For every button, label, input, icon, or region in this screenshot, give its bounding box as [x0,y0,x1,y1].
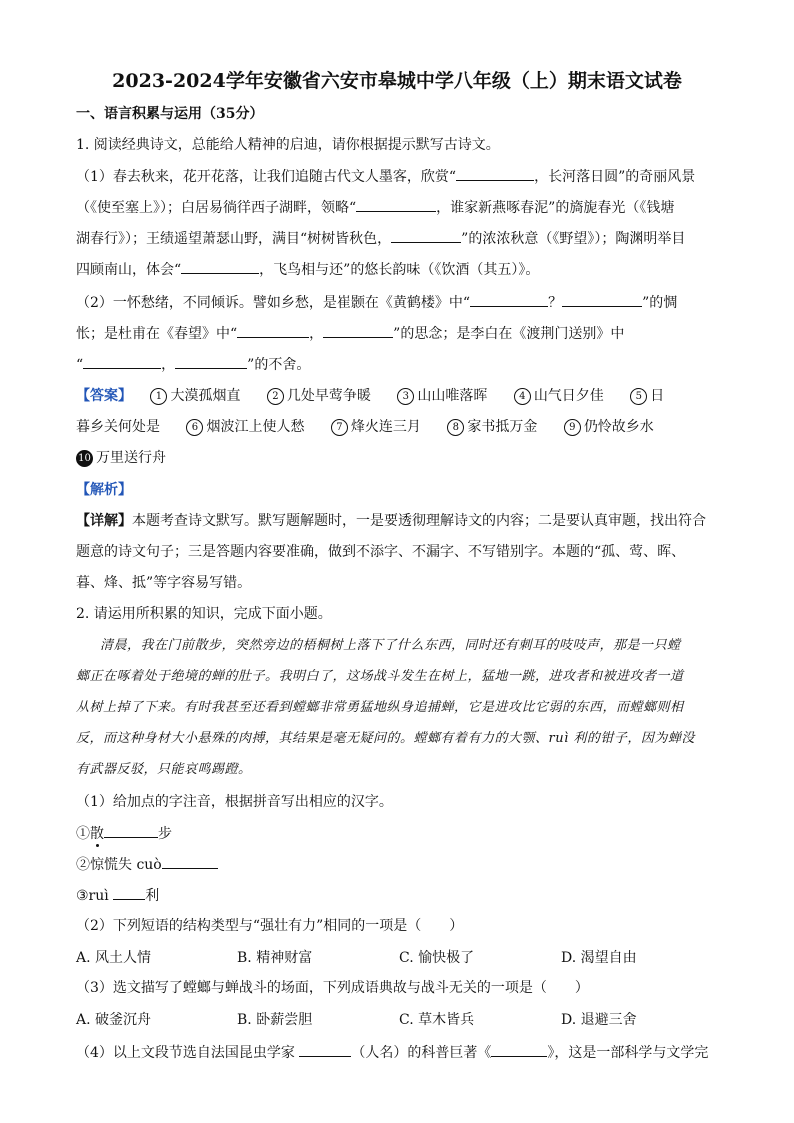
answer-text: 万里送行舟 [96,450,166,466]
q2-sub3-stem: （3）选文描写了螳螂与蝉战斗的场面，下列成语典故与战斗无关的一项是（ ） [76,980,589,996]
section-heading: 一、语言积累与运用（35分） [76,106,264,122]
answer-number: 1 [150,388,167,405]
answer-blank[interactable] [299,1042,351,1057]
q2-sub1-item-c: ③ruì 利 [76,885,724,906]
passage-line: 有武器反驳，只能哀鸣踢蹬。 [76,762,252,777]
answer-blank[interactable] [104,823,158,838]
answer-text: 大漠孤烟直 [170,388,241,404]
q2-sub1-item-a: ①散 步 [76,823,724,844]
option-a[interactable]: A. 风土人情 [76,950,152,966]
answer-blank[interactable] [83,354,161,369]
q2-sub1-item-b: ②惊慌失 cuò [76,854,724,875]
answer-blank[interactable] [175,354,247,369]
analysis-label: 【解析】 [76,482,132,498]
answer-number: 9 [564,419,581,436]
analysis-label-row [76,480,724,500]
option-c[interactable]: C. 草木皆兵 [399,1012,475,1028]
q2-intro: 2. 请运用所积累的知识，完成下面小题。 [76,606,332,622]
answer-number: 3 [397,388,414,405]
q1-part2-line2: 怅；是杜甫在《春望》中“ ， ”的思念；是李白在《渡荆门送别》中 [76,323,724,344]
q1-part1-line3: 湖春行》）；王绩遥望萧瑟山野，满目“树树皆秋色， ”的浓浓秋意（《野望》）；陶渊明举目 [76,228,724,249]
option-d[interactable]: D. 渴望自由 [561,950,637,966]
q1-part2-line3: “ ， ”的不舍。 [76,354,724,375]
answer-blank[interactable] [181,259,259,274]
answer-number: 8 [447,419,464,436]
option-a[interactable]: A. 破釜沉舟 [76,1012,152,1028]
answer-number: 7 [331,419,348,436]
answer-number: 2 [267,388,284,405]
answer-text: 日 [650,388,665,404]
answer-text: 烽火连三月 [350,419,421,435]
passage-line: 清晨，我在门前散步，突然旁边的梧桐树上落下了什么东西，同时还有刺耳的吱吱声，那是一只螳 [100,638,681,653]
answer-text: 山山唯落晖 [417,388,488,404]
answer-number: 10 [76,450,93,467]
option-b[interactable]: B. 精神财富 [237,950,313,966]
dotted-char: 散 [90,826,104,842]
answer-number: 5 [630,388,647,405]
answer-blank[interactable] [113,885,145,900]
option-b[interactable]: B. 卧薪尝胆 [237,1012,313,1028]
answer-blank[interactable] [237,323,309,338]
q2-sub4-stem: （4）以上文段节选自法国昆虫学家 （人名）的科普巨著《 》，这是一部科学与文学完 [76,1042,724,1063]
answer-text: 几处早莺争暖 [286,388,371,404]
answer-text: 山气日夕佳 [533,388,604,404]
answer-blank[interactable] [491,1042,547,1057]
answer-number: 4 [514,388,531,405]
passage-line: 螂正在啄着处于绝境的蝉的肚子。我明白了，这场战斗发生在树上，猛地一跳，进攻者和被进攻者一道 [76,669,684,684]
answer-label: 【答案】 [76,388,132,404]
answer-row-2 [76,417,724,437]
option-c[interactable]: C. 愉快极了 [399,950,475,966]
answer-row-1 [76,386,724,406]
answer-blank[interactable] [391,228,461,243]
passage-line: 反，而这种身材大小悬殊的肉搏，其结果是毫无疑问的。螳螂有着有力的大颚、ruì 利的钳子，因为蝉没 [76,731,695,746]
answer-blank[interactable] [470,292,548,307]
answer-text: 暮乡关何处是 [76,419,160,435]
q1-part1-line2: （《使至塞上》）；白居易徜徉西子湖畔，领略“ ，谁家新燕啄春泥”的旖旎春光（《钱塘 [76,197,724,218]
answer-blank[interactable] [162,854,218,869]
detail-label: 【详解】 [76,513,132,529]
detail-line-2: 题意的诗文句子；三是答题内容要准确，做到不添字、不漏字、不写错别字。本题的“孤、莺、晖、 [76,544,686,560]
answer-blank[interactable] [356,197,436,212]
q2-sub1-stem: （1）给加点的字注音，根据拼音写出相应的汉字。 [76,794,393,810]
answer-blank[interactable] [323,323,393,338]
q1-part1-line1: （1）春去秋来，花开花落，让我们追随古代文人墨客，欣赏“ ，长河落日圆”的奇丽风景 [76,166,724,187]
answer-text: 烟波江上使人愁 [206,419,305,435]
page-title: 2023-2024学年安徽省六安市皋城中学八年级（上）期末语文试卷 [112,70,682,92]
q2-sub2-stem: （2）下列短语的结构类型与“强壮有力”相同的一项是（ ） [76,918,464,934]
q1-part1-line4: 四顾南山，体会“ ，飞鸟相与还”的悠长韵味（《饮酒（其五）》。 [76,259,724,280]
q1-intro: 1. 阅读经典诗文，总能给人精神的启迪，请你根据提示默写古诗文。 [76,137,500,153]
answer-blank[interactable] [456,166,534,181]
answer-text: 家书抵万金 [467,419,538,435]
answer-number: 6 [186,419,203,436]
answer-blank[interactable] [562,292,642,307]
detail-line-3: 暮、烽、抵”等字容易写错。 [76,575,252,591]
q1-part2-line1: （2）一怀愁绪，不同倾诉。譬如乡愁，是崔颢在《黄鹤楼》中“ ？ ”的惆 [76,292,724,313]
passage-line: 从树上掉了下来。有时我甚至还看到螳螂非常勇猛地纵身追捕蝉，它是进攻比它弱的东西，而螳螂则相 [76,700,684,715]
option-d[interactable]: D. 退避三舍 [561,1012,637,1028]
answer-row-3 [76,448,724,468]
detail-line-1: 【详解】本题考查诗文默写。默写题解题时，一是要透彻理解诗文的内容；二是要认真审题，找出符合 [76,513,706,529]
answer-text: 仍怜故乡水 [583,419,654,435]
